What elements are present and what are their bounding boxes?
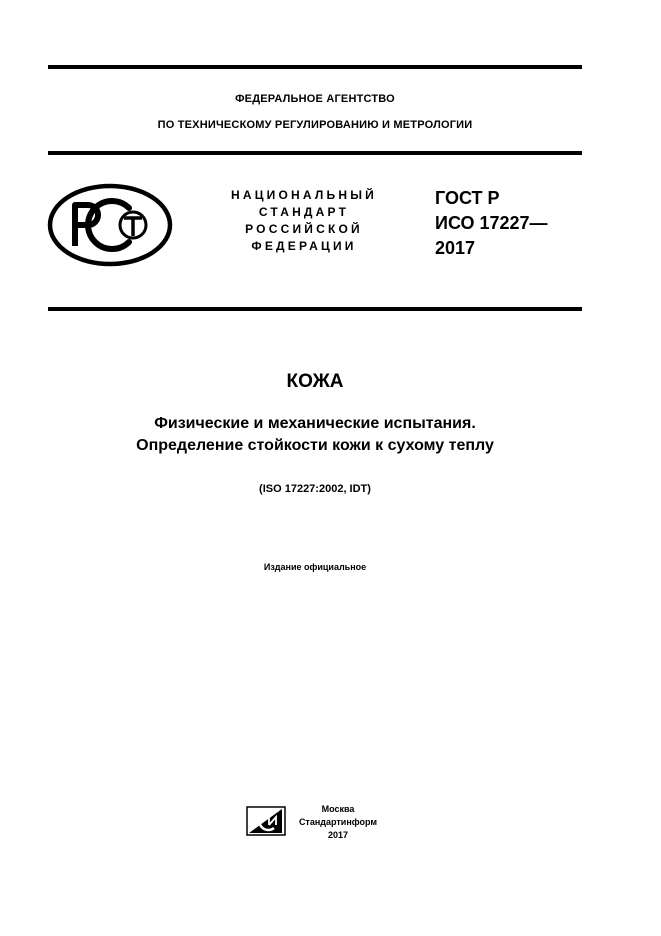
standartinform-logo-icon [246, 806, 286, 841]
gost-line: 2017 [435, 238, 476, 258]
gost-line: ГОСТ Р [435, 188, 500, 208]
document-title: КОЖА [286, 371, 344, 392]
document-subtitle [48, 413, 582, 457]
national-line: ФЕДЕРАЦИИ [251, 239, 357, 253]
publisher-year: 2017 [327, 830, 349, 840]
gost-r-emblem-icon [47, 183, 173, 272]
national-line: НАЦИОНАЛЬНЫЙ [230, 188, 378, 202]
subtitle-line: Определение стойкости кожи к сухому теплу [136, 437, 494, 454]
subtitle-line: Физические и механические испытания. [154, 415, 476, 432]
header-rule [48, 151, 582, 155]
iso-reference: (ISO 17227:2002, IDT) [259, 483, 371, 495]
national-standard-label [212, 187, 396, 255]
gost-line: ИСО 17227— [435, 213, 548, 233]
top-rule [48, 65, 582, 69]
publisher-info [294, 803, 382, 842]
section-rule [48, 307, 582, 311]
standard-designation [435, 186, 548, 261]
national-line: РОССИЙСКОЙ [245, 222, 363, 236]
publisher-name: Стандартинформ [298, 817, 378, 827]
agency-name-line2: ПО ТЕХНИЧЕСКОМУ РЕГУЛИРОВАНИЮ И МЕТРОЛОГИИ [157, 119, 473, 131]
edition-note: Издание официальное [263, 562, 367, 572]
national-line: СТАНДАРТ [258, 205, 350, 219]
publisher-city: Москва [321, 804, 355, 814]
agency-name-line1: ФЕДЕРАЛЬНОЕ АГЕНТСТВО [235, 93, 395, 105]
